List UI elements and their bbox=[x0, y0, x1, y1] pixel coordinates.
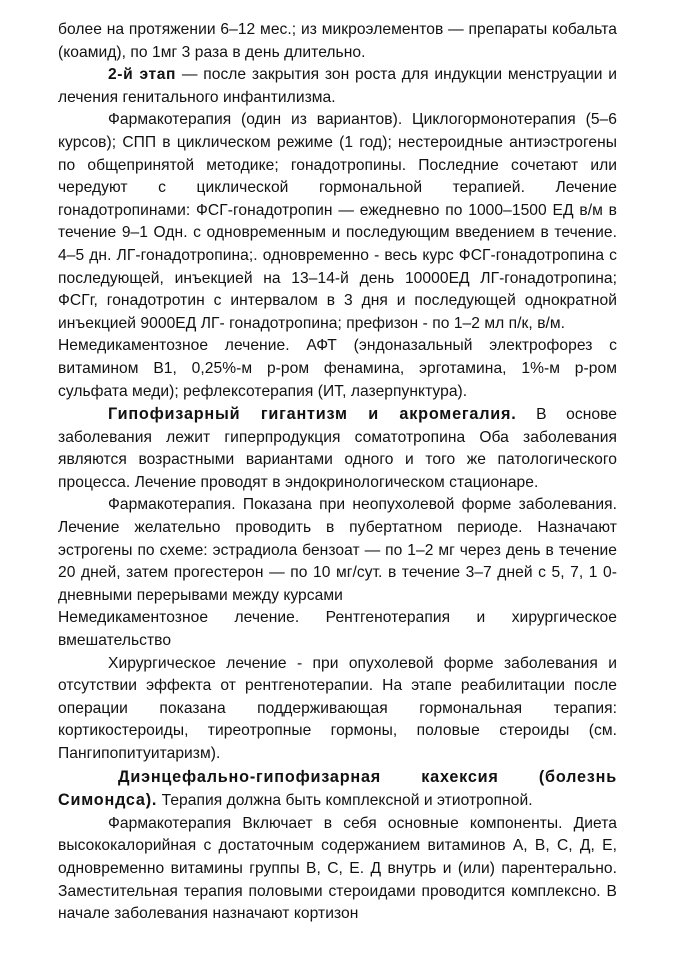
paragraph-text: Хирургическое лечение - при опухолевой форме заболевания и отсутствии эффекта от рентгенотерапии. На этапе реабилитации после операции показана поддерживающая гормональная терапия: кортикостероиды, тиреотропные гормоны, половые стероиды (см. Пангипопитуитаризм). bbox=[58, 654, 617, 762]
gigantism-heading: Гипофизарный гигантизм и акромегалия. bbox=[108, 405, 517, 424]
paragraph-pharmacotherapy-gonadotropins bbox=[58, 109, 617, 335]
paragraph-text: Немедикаментозное лечение. Рентгенотерапия и хирургическое вмешательство bbox=[58, 609, 617, 650]
paragraph-text: Фармакотерапия Включает в себя основные компоненты. Диета высококалорийная с достаточным содержанием витаминов А, В, С, Д, Е, одновременно витамины группы В, С, Е. Д внутрь и (или) парентерально. Заместительная терапия половыми стероидами проводится комплексно. В начале заболевания назначают кортизон bbox=[58, 814, 617, 923]
paragraph-non-drug-treatment bbox=[58, 335, 617, 403]
stage-2-lead: 2-й этап bbox=[108, 66, 177, 84]
paragraph-cobalt bbox=[58, 19, 617, 64]
paragraph-text: Фармакотерапия (один из вариантов). Циклогормонотерапия (5–6 курсов); СПП в циклическом режиме (1 год); нестероидные антиэстрогены по общепринятой методике; гонадотропины. Последние сочетают или чередуют с циклической гормональной терапией. Лечение гонадотропинами: ФСГ-гонадотропин — ежедневно по 1000–1500 ЕД в/м в течение 9–1 Одн. с одновременным и последующим введением в течение. 4–5 дн. ЛГ-гонадотропина;. одновременно - весь курс ФСГ-гонадотропина с последующей, инъекцией на 13–14-й день 10000ЕД ЛГ-гонадотропина; ФСГг, гонадотротин с интервалом в 3 дня и последующей однократной инъекцией 9000ЕД ЛГ- гонадотропина; префизон - по 1–2 мл п/к, в/м. bbox=[58, 111, 617, 332]
paragraph-stage-2 bbox=[58, 64, 617, 109]
paragraph-pharmacotherapy-estrogens bbox=[58, 494, 617, 607]
paragraph-text: Немедикаментозное лечение. АФТ (эндоназальный электрофорез с витамином B1, 0,25%-м р-ром фенамина, эрготамина, 1%-м р-ром сульфата меди); рефлексотерапия (ИТ, лазерпунктура). bbox=[58, 337, 617, 400]
paragraph-pharmacotherapy-diet bbox=[58, 813, 617, 926]
paragraph-radiotherapy bbox=[58, 607, 617, 652]
paragraph-surgical-treatment bbox=[58, 653, 617, 766]
paragraph-text: Терапия должна быть комплексной и этиотропной. bbox=[157, 792, 533, 810]
paragraph-text: более на протяжении 6–12 мес.; из микроэлементов — препараты кобальта (коамид), по 1мг 3 раза в день длительно. bbox=[58, 21, 617, 61]
paragraph-simmonds-disease bbox=[58, 766, 617, 813]
simmonds-heading: Диэнцефально-гипофизарная кахексия (болезнь Симондса). bbox=[58, 767, 617, 810]
paragraph-text: В основе заболевания лежит гиперпродукция соматотропина Оба заболевания являются возрастными вариантами одного и того же патологического процесса. Лечение проводят в эндокринологическом стационаре. bbox=[58, 406, 617, 491]
paragraph-text: Фармакотерапия. Показана при неопухолевой форме заболевания. Лечение желательно проводить в пубертатном периоде. Назначают эстрогены по схеме: эстрадиола бензоат — по 1–2 мг через день в течение 20 дней, затем прогестерон — по 10 мг/сут. в течение 3–7 дней с 5, 7, 1 0-дневными перерывами между курсами bbox=[58, 496, 617, 604]
paragraph-gigantism-acromegaly bbox=[58, 403, 617, 494]
paragraph-text: — после закрытия зон роста для индукции менструации и лечения генитального инфантилизма. bbox=[58, 66, 618, 106]
